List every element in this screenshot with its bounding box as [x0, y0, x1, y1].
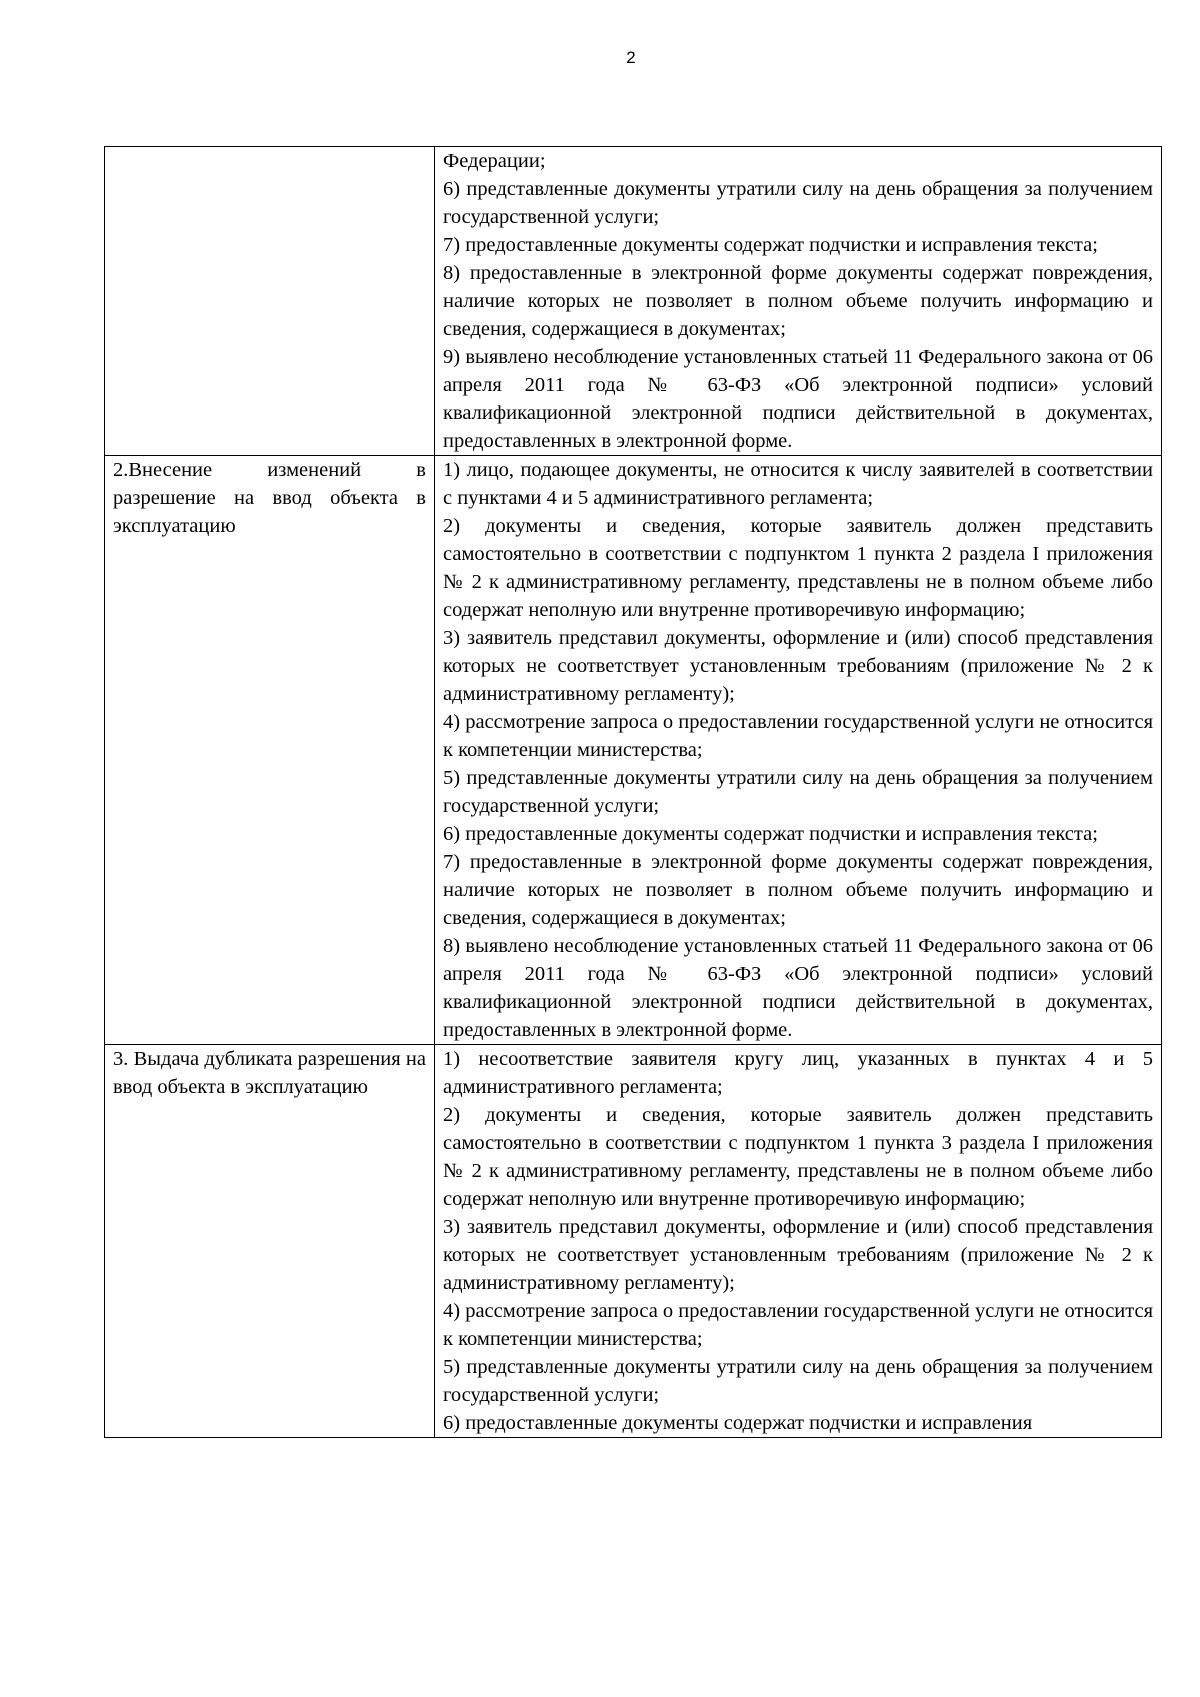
service-cell	[105, 147, 435, 456]
service-cell	[105, 1045, 435, 1438]
grounds-cell	[435, 147, 1162, 456]
grounds-table	[104, 146, 1162, 1438]
page-number: 2	[626, 48, 636, 67]
grounds-text: 1) лицо, подающее документы, не относится к числу заявителей в соответствии с пунктами 4 и 5 административного регламента; 2) документы и сведения, которые заявитель должен представить самостоятельно в соответствии с подпунктом 1 пункта 2 раздела I приложения № 2 к административному регламенту, представлены не в полном объеме либо содержат неполную или внутренне противоречивую информацию; 3) заявитель представил документы, оформление и (или) способ представления которых не соответствует установленным требованиям (приложение № 2 к административному регламенту); 4) рассмотрение запроса о предоставлении государственной услуги не относится к компетенции министерства; 5) представленные документы утратили силу на день обращения за получением государственной услуги; 6) предоставленные документы содержат подчистки и исправления текста; 7) предоставленные в электронной форме документы содержат повреждения, наличие которых не позволяет в полном объеме получить информацию и сведения, содержащиеся в документах; 8) выявлено несоблюдение установленных статьей 11 Федерального закона от 06 апреля 2011 года № 63-ФЗ «Об электронной подписи» условий квалификационной электронной подписи действительной в документах, предоставленных в электронной форме.	[443, 459, 1153, 1041]
service-name: 3. Выдача дубликата разрешения на ввод объекта в эксплуатацию	[113, 1048, 426, 1098]
service-cell	[105, 456, 435, 1045]
table-row	[105, 147, 1162, 456]
grounds-cell	[435, 456, 1162, 1045]
service-name: 2.Внесение изменений в разрешение на ввод объекта в эксплуатацию	[113, 459, 426, 537]
table-row	[105, 1045, 1162, 1438]
table-row	[105, 456, 1162, 1045]
grounds-text: Федерации; 6) представленные документы утратили силу на день обращения за получением государственной услуги; 7) предоставленные документы содержат подчистки и исправления текста; 8) предоставленные в электронной форме документы содержат повреждения, наличие которых не позволяет в полном объеме получить информацию и сведения, содержащиеся в документах; 9) выявлено несоблюдение установленных статьей 11 Федерального закона от 06 апреля 2011 года № 63-ФЗ «Об электронной подписи» условий квалификационной электронной подписи действительной в документах, предоставленных в электронной форме.	[443, 150, 1153, 452]
grounds-cell	[435, 1045, 1162, 1438]
grounds-text: 1) несоответствие заявителя кругу лиц, указанных в пунктах 4 и 5 административного регламента; 2) документы и сведения, которые заявитель должен представить самостоятельно в соответствии с подпунктом 1 пункта 3 раздела I приложения № 2 к административному регламенту, представлены не в полном объеме либо содержат неполную или внутренне противоречивую информацию; 3) заявитель представил документы, оформление и (или) способ представления которых не соответствует установленным требованиям (приложение № 2 к административному регламенту); 4) рассмотрение запроса о предоставлении государственной услуги не относится к компетенции министерства; 5) представленные документы утратили силу на день обращения за получением государственной услуги; 6) предоставленные документы содержат подчистки и исправления	[443, 1048, 1153, 1434]
